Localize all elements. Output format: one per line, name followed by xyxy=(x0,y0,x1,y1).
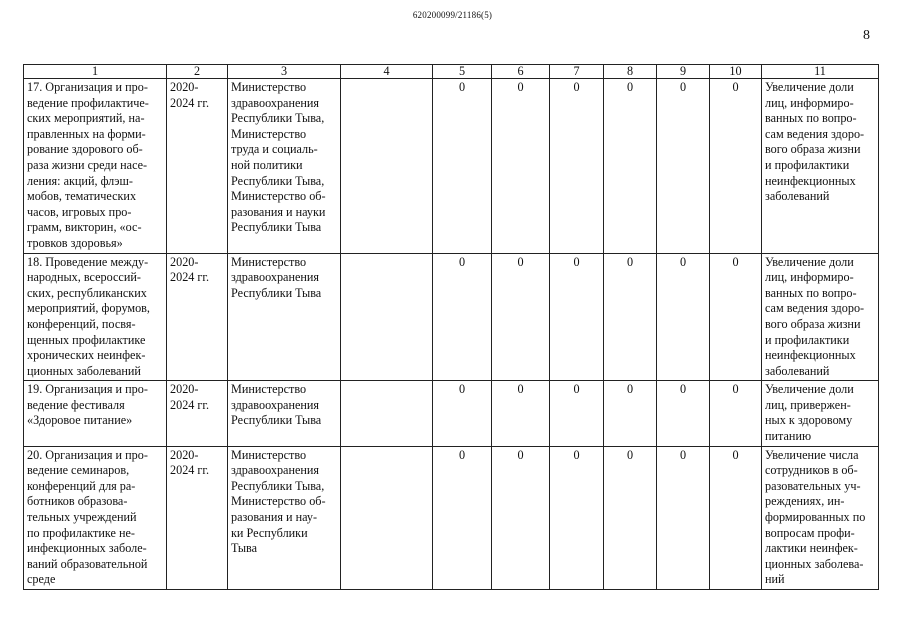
executor-cell: Министерство здравоохранения Республики Тыва, Министерство об- разования и нау- ки Республики Тыва xyxy=(228,446,341,589)
executor-cell: Министерство здравоохранения Республики Тыва xyxy=(228,381,341,446)
value-cell: 0 xyxy=(604,253,657,381)
activities-table xyxy=(23,64,879,590)
empty-cell xyxy=(341,253,433,381)
table-row xyxy=(24,381,879,446)
column-number: 1 xyxy=(24,65,167,79)
column-number: 4 xyxy=(341,65,433,79)
activity-cell: 17. Организация и про- ведение профилактиче- ских мероприятий, на- правленных на форми- рование здорового об- раза жизни среди насе- ления: акций, флэш- мобов, тематических часов, игровых про- грамм, викторин, «ос- тровков здоровья» xyxy=(24,79,167,254)
value-cell: 0 xyxy=(550,253,604,381)
table-row xyxy=(24,446,879,589)
period-cell: 2020- 2024 гг. xyxy=(167,446,228,589)
value-cell: 0 xyxy=(710,79,762,254)
result-cell: Увеличение доли лиц, информиро- ванных по вопро- сам ведения здоро- вого образа жизни и профилактики неинфекционных заболеваний xyxy=(762,79,879,254)
activity-cell: 18. Проведение между- народных, всероссий- ских, республиканских мероприятий, форумов, конференций, посвя- щенных профилактике хронических неинфек- ционных заболеваний xyxy=(24,253,167,381)
period-cell: 2020- 2024 гг. xyxy=(167,253,228,381)
value-cell: 0 xyxy=(492,381,550,446)
value-cell: 0 xyxy=(550,381,604,446)
result-cell: Увеличение доли лиц, информиро- ванных по вопро- сам ведения здоро- вого образа жизни и профилактики неинфекционных заболеваний xyxy=(762,253,879,381)
column-number: 3 xyxy=(228,65,341,79)
column-number: 6 xyxy=(492,65,550,79)
column-number: 8 xyxy=(604,65,657,79)
period-cell: 2020- 2024 гг. xyxy=(167,79,228,254)
value-cell: 0 xyxy=(657,446,710,589)
table-row xyxy=(24,79,879,254)
value-cell: 0 xyxy=(657,381,710,446)
column-number: 9 xyxy=(657,65,710,79)
activity-cell: 20. Организация и про- ведение семинаров, конференций для ра- ботников образова- тельных учреждений по профилактике не- инфекционных заболе- ваний образовательной среде xyxy=(24,446,167,589)
document-id: 620200099/21186(5) xyxy=(412,10,493,20)
value-cell: 0 xyxy=(492,79,550,254)
empty-cell xyxy=(341,381,433,446)
column-number: 7 xyxy=(550,65,604,79)
value-cell: 0 xyxy=(433,253,492,381)
executor-cell: Министерство здравоохранения Республики Тыва, Министерство труда и социаль- ной политики Республики Тыва, Министерство об- разования и науки Республики Тыва xyxy=(228,79,341,254)
table-row xyxy=(24,253,879,381)
empty-cell xyxy=(341,79,433,254)
value-cell: 0 xyxy=(492,253,550,381)
column-number: 5 xyxy=(433,65,492,79)
column-number: 2 xyxy=(167,65,228,79)
column-number-row xyxy=(24,65,879,79)
column-number: 10 xyxy=(710,65,762,79)
value-cell: 0 xyxy=(604,79,657,254)
value-cell: 0 xyxy=(710,253,762,381)
activity-cell: 19. Организация и про- ведение фестиваля «Здоровое питание» xyxy=(24,381,167,446)
value-cell: 0 xyxy=(433,446,492,589)
value-cell: 0 xyxy=(657,79,710,254)
value-cell: 0 xyxy=(710,446,762,589)
period-cell: 2020- 2024 гг. xyxy=(167,381,228,446)
result-cell: Увеличение доли лиц, привержен- ных к здоровому питанию xyxy=(762,381,879,446)
value-cell: 0 xyxy=(433,79,492,254)
page-number: 8 xyxy=(863,28,870,43)
executor-cell: Министерство здравоохранения Республики Тыва xyxy=(228,253,341,381)
result-cell: Увеличение числа сотрудников в об- разовательных уч- реждениях, ин- формированных по вопросам профи- лактики неинфек- ционных заболева- ний xyxy=(762,446,879,589)
value-cell: 0 xyxy=(550,446,604,589)
value-cell: 0 xyxy=(657,253,710,381)
value-cell: 0 xyxy=(604,381,657,446)
value-cell: 0 xyxy=(604,446,657,589)
column-number: 11 xyxy=(762,65,879,79)
empty-cell xyxy=(341,446,433,589)
value-cell: 0 xyxy=(433,381,492,446)
value-cell: 0 xyxy=(492,446,550,589)
value-cell: 0 xyxy=(710,381,762,446)
value-cell: 0 xyxy=(550,79,604,254)
